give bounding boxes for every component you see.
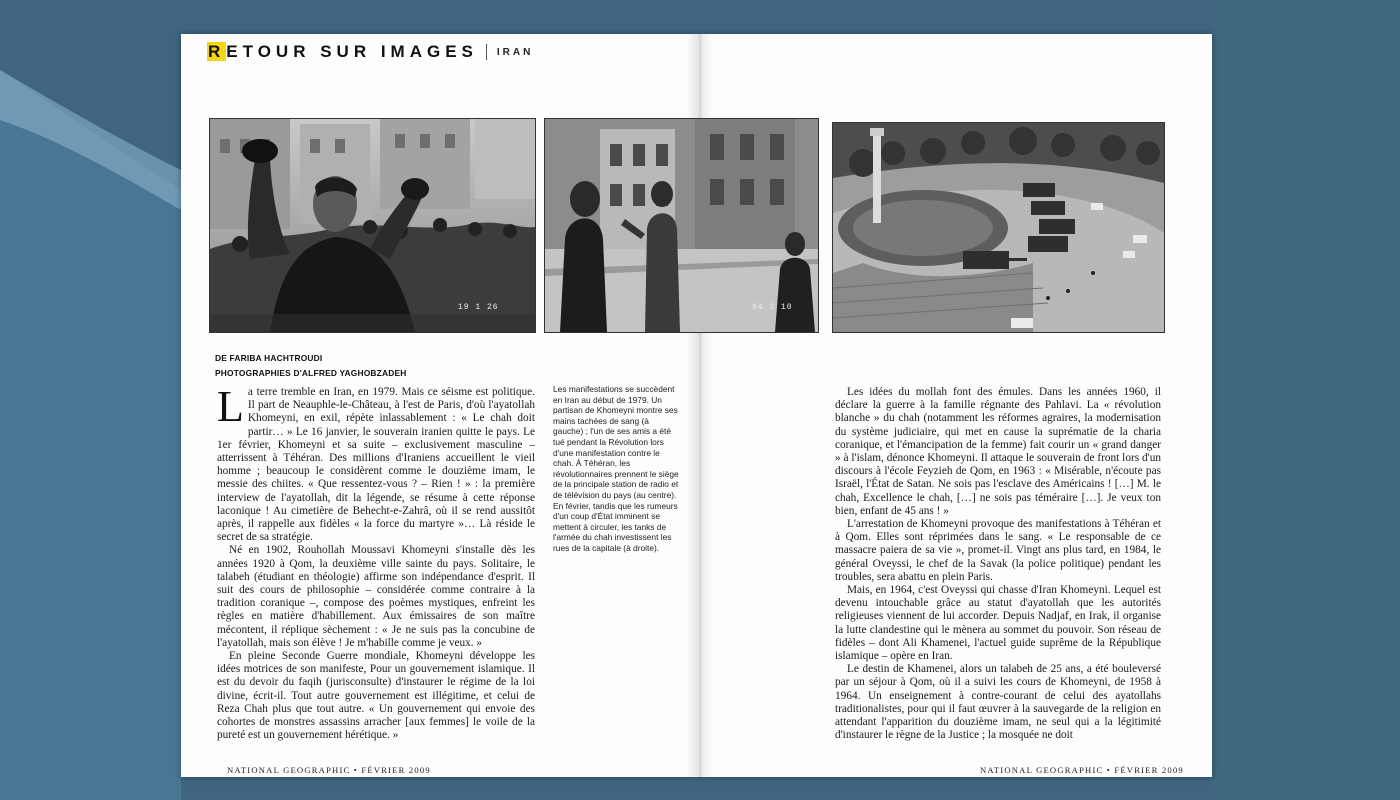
paragraph: Né en 1902, Rouhollah Moussavi Khomeyni s'installe dès les années 1920 à Qom, la deuxième ville sainte du pays. Solitaire, le talabeh (étudiant en théologie) affirme son indépendance d'esprit. Il suit des cours de philosophie – considérée comme contraire à la tradition coranique –, compose des poèmes mystiques, enfreint les règles en matière d'habillement. Aux émissaires de son maître mécontent, il réplique sèchement : « Je ne suis pas la concubine de l'ayatollah, mais son élève ! Je m'habille comme je veux. » xyxy=(217,544,535,649)
right-column-text xyxy=(835,386,1161,742)
header-title xyxy=(207,42,478,62)
photo-film-code: 94 2 10 xyxy=(752,303,793,312)
byline-photographer: PHOTOGRAPHIES D'ALFRED YAGHOBZADEH xyxy=(215,368,407,378)
photo-protester xyxy=(209,118,536,333)
paragraph: Le destin de Khamenei, alors un talabeh de 25 ans, a été bouleversé par un séjour à Qom, où il a suivi les cours de Khomeyni, de 1958 à 1964. Un enseignement à contre-courant de celui des ayatollahs traditionalistes, pour qui il faut œuvrer à la sauvegarde de la religion en attendant l'apparition du douzième imam, ne seul qui a la légitimité d'instaurer le règne de la Justice ; la mosquée ne doit xyxy=(835,663,1161,742)
paragraph-text: a terre tremble en Iran, en 1979. Mais ce séisme est politique. Il part de Neauphle-le-Château, à l'est de Paris, d'où l'ayatollah Khomeyni, en exil, répète inlassablement : « Le chah doit partir… » Le 16 janvier, le souverain iranien quitte le pays. Le 1er février, Khomeyni et sa suite – exclusivement masculine – atterrissent à Téhéran. Des millions d'Iraniens accueillent le vieil homme ; beaucoup le considèrent comme le douzième imam, le messie des chiites. « Que ressentez-vous ? – Rien ! » : la première interview de l'ayatollah, dit la légende, se résume à cette réponse laconique ! Au cimetière de Behecht-e-Zahrâ, où il se rend aussitôt après, il rappelle aux fidèles « la force du martyre »… Là réside le secret de sa stratégie. xyxy=(217,386,535,544)
left-column-text xyxy=(217,382,535,742)
paragraph: L'arrestation de Khomeyni provoque des manifestations à Téhéran et à Qom. Elles sont réprimées dans le sang. « Le responsable de ce massacre paiera de sa vie », promet-il. Vingt ans plus tard, en 1984, le général Oveyssi, le chef de la Savak (la police politique) pendant les troubles, sera abattu en plein Paris. xyxy=(835,518,1161,583)
page-header xyxy=(207,42,533,62)
byline-author: DE FARIBA HACHTROUDI xyxy=(215,353,323,363)
paragraph: Mais, en 1964, c'est Oveyssi qui chasse d'Iran Khomeyni. Lequel est devenu intouchable grâce au statut d'ayatollah que les autorités religieuses viennent de lui accorder. Depuis Nadjaf, en Irak, il organise la lutte clandestine qui le mènera au sommet du pouvoir. Son réseau de fidèles – dont Ali Khamenei, l'actuel guide suprême de la République islamique – opère en Iran. xyxy=(835,584,1161,663)
header-title-rest: ETOUR SUR IMAGES xyxy=(226,42,478,61)
photo-caption: Les manifestations se succèdent en Iran au début de 1979. Un partisan de Khomeyni montre ses mains tachées de sang (à gauche) ; l'un de ses amis a été tué pendant la Révolution lors d'une manifestation contre le chah. À Téhéran, les révolutionnaires prennent le siège de la principale station de radio et de télévision du pays (au centre). En février, tandis que les rumeurs d'un coup d'État imminent se mettent à circuler, les tanks de l'armée du chah investissent les rues de la capitale (à droite). xyxy=(553,384,679,553)
footer-right: NATIONAL GEOGRAPHIC • FÉVRIER 2009 xyxy=(980,765,1184,775)
header-separator xyxy=(486,44,487,60)
magazine-spread xyxy=(181,34,1212,777)
photo-tanks-square xyxy=(832,122,1165,333)
header-title-initial: R xyxy=(208,42,226,61)
header-section: IRAN xyxy=(496,46,534,58)
paragraph xyxy=(217,382,535,544)
footer-left: NATIONAL GEOGRAPHIC • FÉVRIER 2009 xyxy=(227,765,431,775)
paragraph: Les idées du mollah font des émules. Dans les années 1960, il déclare la guerre à la famille régnante des Pahlavi. La « révolution blanche » du chah (notamment les réformes agraires, la modernisation du système judiciaire, qui met en cause la suprématie de la charia coranique, et l'émancipation de la femme) fait courir un « grand danger » à l'islam, dénonce Khomeyni. Il attaque le souverain de front lors d'un discours à l'école Feyzieh de Qom, en 1963 : « Misérable, n'écoute pas Israël, l'État de Satan. Ne sois pas l'esclave des Américains ! […] M. le chah, Excellence le chah, […] ne sois pas téméraire […]. Je veux ton bien, enfant de 45 ans ! » xyxy=(835,386,1161,517)
dropcap: L xyxy=(217,382,244,431)
photo-film-code: 19 1 26 xyxy=(458,303,499,312)
photo-street xyxy=(544,118,819,333)
paragraph: En pleine Seconde Guerre mondiale, Khomeyni développe les idées motrices de son manifeste, Pour un gouvernement islamique. Il est du devoir du faqih (jurisconsulte) d'instaurer le régime de la loi divine, écrit-il. Tout autre gouvernement est illégitime, et celui de Reza Chah plus que tout autre. « Un gouvernement qui envoie des cohortes de monstres assassins arracher [aux femmes] le voile de la pureté est un gouvernement hérétique. » xyxy=(217,650,535,742)
